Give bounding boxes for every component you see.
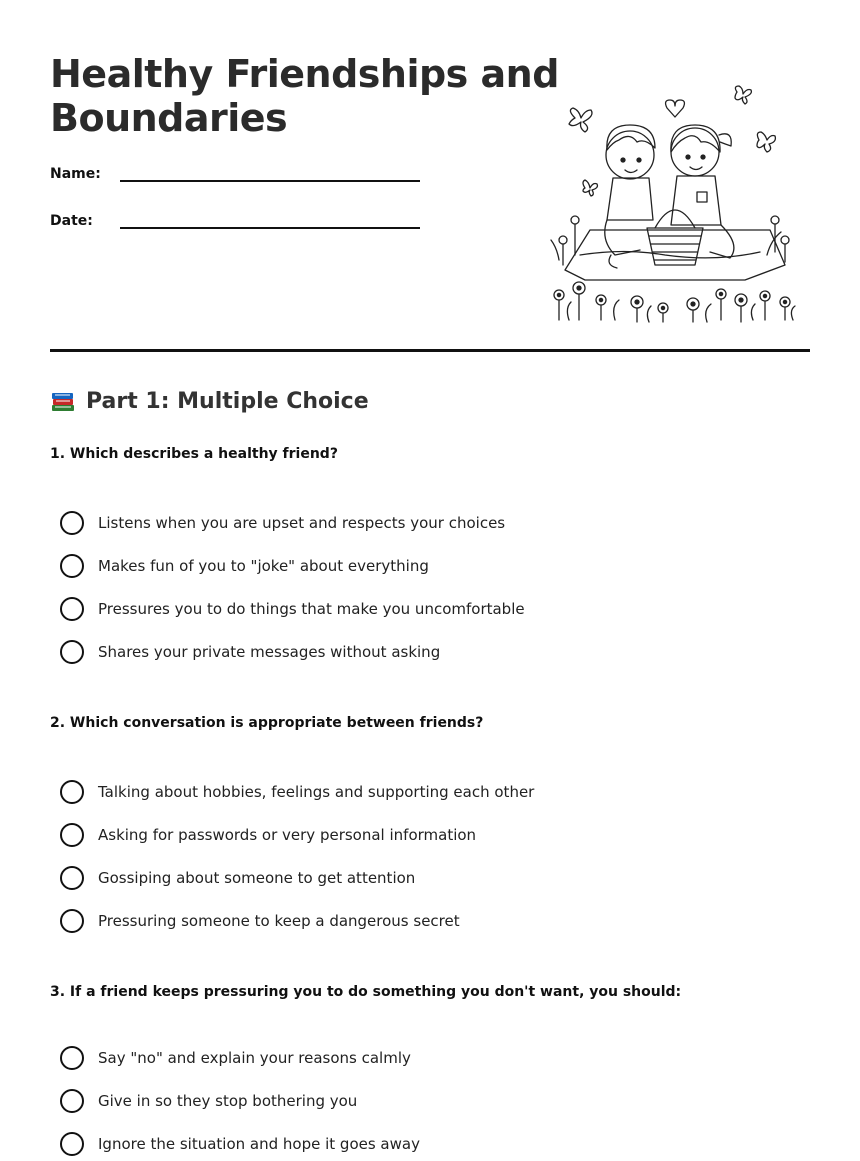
radio-button[interactable]	[60, 1089, 84, 1113]
name-input-line[interactable]	[120, 180, 420, 182]
radio-button[interactable]	[60, 597, 84, 621]
title-line-2: Boundaries	[50, 96, 288, 140]
question-1	[50, 446, 830, 676]
radio-button[interactable]	[60, 1046, 84, 1070]
question-2-text: 2. Which conversation is appropriate between friends?	[50, 715, 484, 731]
question-1-option-2[interactable]	[60, 553, 429, 579]
question-3	[50, 984, 830, 1161]
option-label: Talking about hobbies, feelings and supporting each other	[98, 783, 535, 801]
question-3-option-1[interactable]	[60, 1045, 411, 1071]
radio-button[interactable]	[60, 909, 84, 933]
question-2-option-1[interactable]	[60, 779, 534, 805]
option-label: Asking for passwords or very personal information	[98, 826, 477, 844]
question-1-text: 1. Which describes a healthy friend?	[50, 446, 338, 462]
date-input-line[interactable]	[120, 227, 420, 229]
books-icon	[50, 388, 76, 414]
title-line-1: Healthy Friendships and	[50, 52, 559, 96]
page-title	[50, 52, 559, 140]
radio-button[interactable]	[60, 780, 84, 804]
radio-button[interactable]	[60, 554, 84, 578]
date-field[interactable]	[50, 213, 430, 243]
option-label: Pressures you to do things that make you uncomfortable	[98, 600, 525, 618]
question-1-option-1[interactable]	[60, 510, 505, 536]
part-1-heading	[50, 388, 369, 414]
option-label: Gossiping about someone to get attention	[98, 869, 416, 887]
question-2	[50, 715, 830, 945]
name-label: Name:	[50, 166, 101, 182]
option-label: Pressuring someone to keep a dangerous secret	[98, 912, 460, 930]
question-1-option-3[interactable]	[60, 596, 525, 622]
question-2-option-2[interactable]	[60, 822, 476, 848]
option-label: Give in so they stop bothering you	[98, 1092, 358, 1110]
radio-button[interactable]	[60, 823, 84, 847]
children-picnic-illustration	[545, 80, 800, 325]
section-divider	[50, 349, 810, 352]
question-2-option-4[interactable]	[60, 908, 460, 934]
question-3-option-3[interactable]	[60, 1131, 420, 1157]
radio-button[interactable]	[60, 866, 84, 890]
option-label: Say "no" and explain your reasons calmly	[98, 1049, 411, 1067]
question-1-option-4[interactable]	[60, 639, 440, 665]
name-field[interactable]	[50, 166, 430, 196]
radio-button[interactable]	[60, 1132, 84, 1156]
option-label: Listens when you are upset and respects your choices	[98, 514, 506, 532]
option-label: Makes fun of you to "joke" about everything	[98, 557, 429, 575]
part-1-title: Part 1: Multiple Choice	[86, 388, 369, 414]
question-3-text: 3. If a friend keeps pressuring you to do something you don't want, you should:	[50, 984, 682, 1000]
question-2-option-3[interactable]	[60, 865, 415, 891]
radio-button[interactable]	[60, 511, 84, 535]
date-label: Date:	[50, 213, 93, 229]
radio-button[interactable]	[60, 640, 84, 664]
question-3-option-2[interactable]	[60, 1088, 357, 1114]
option-label: Shares your private messages without asking	[98, 643, 441, 661]
option-label: Ignore the situation and hope it goes away	[98, 1135, 420, 1153]
